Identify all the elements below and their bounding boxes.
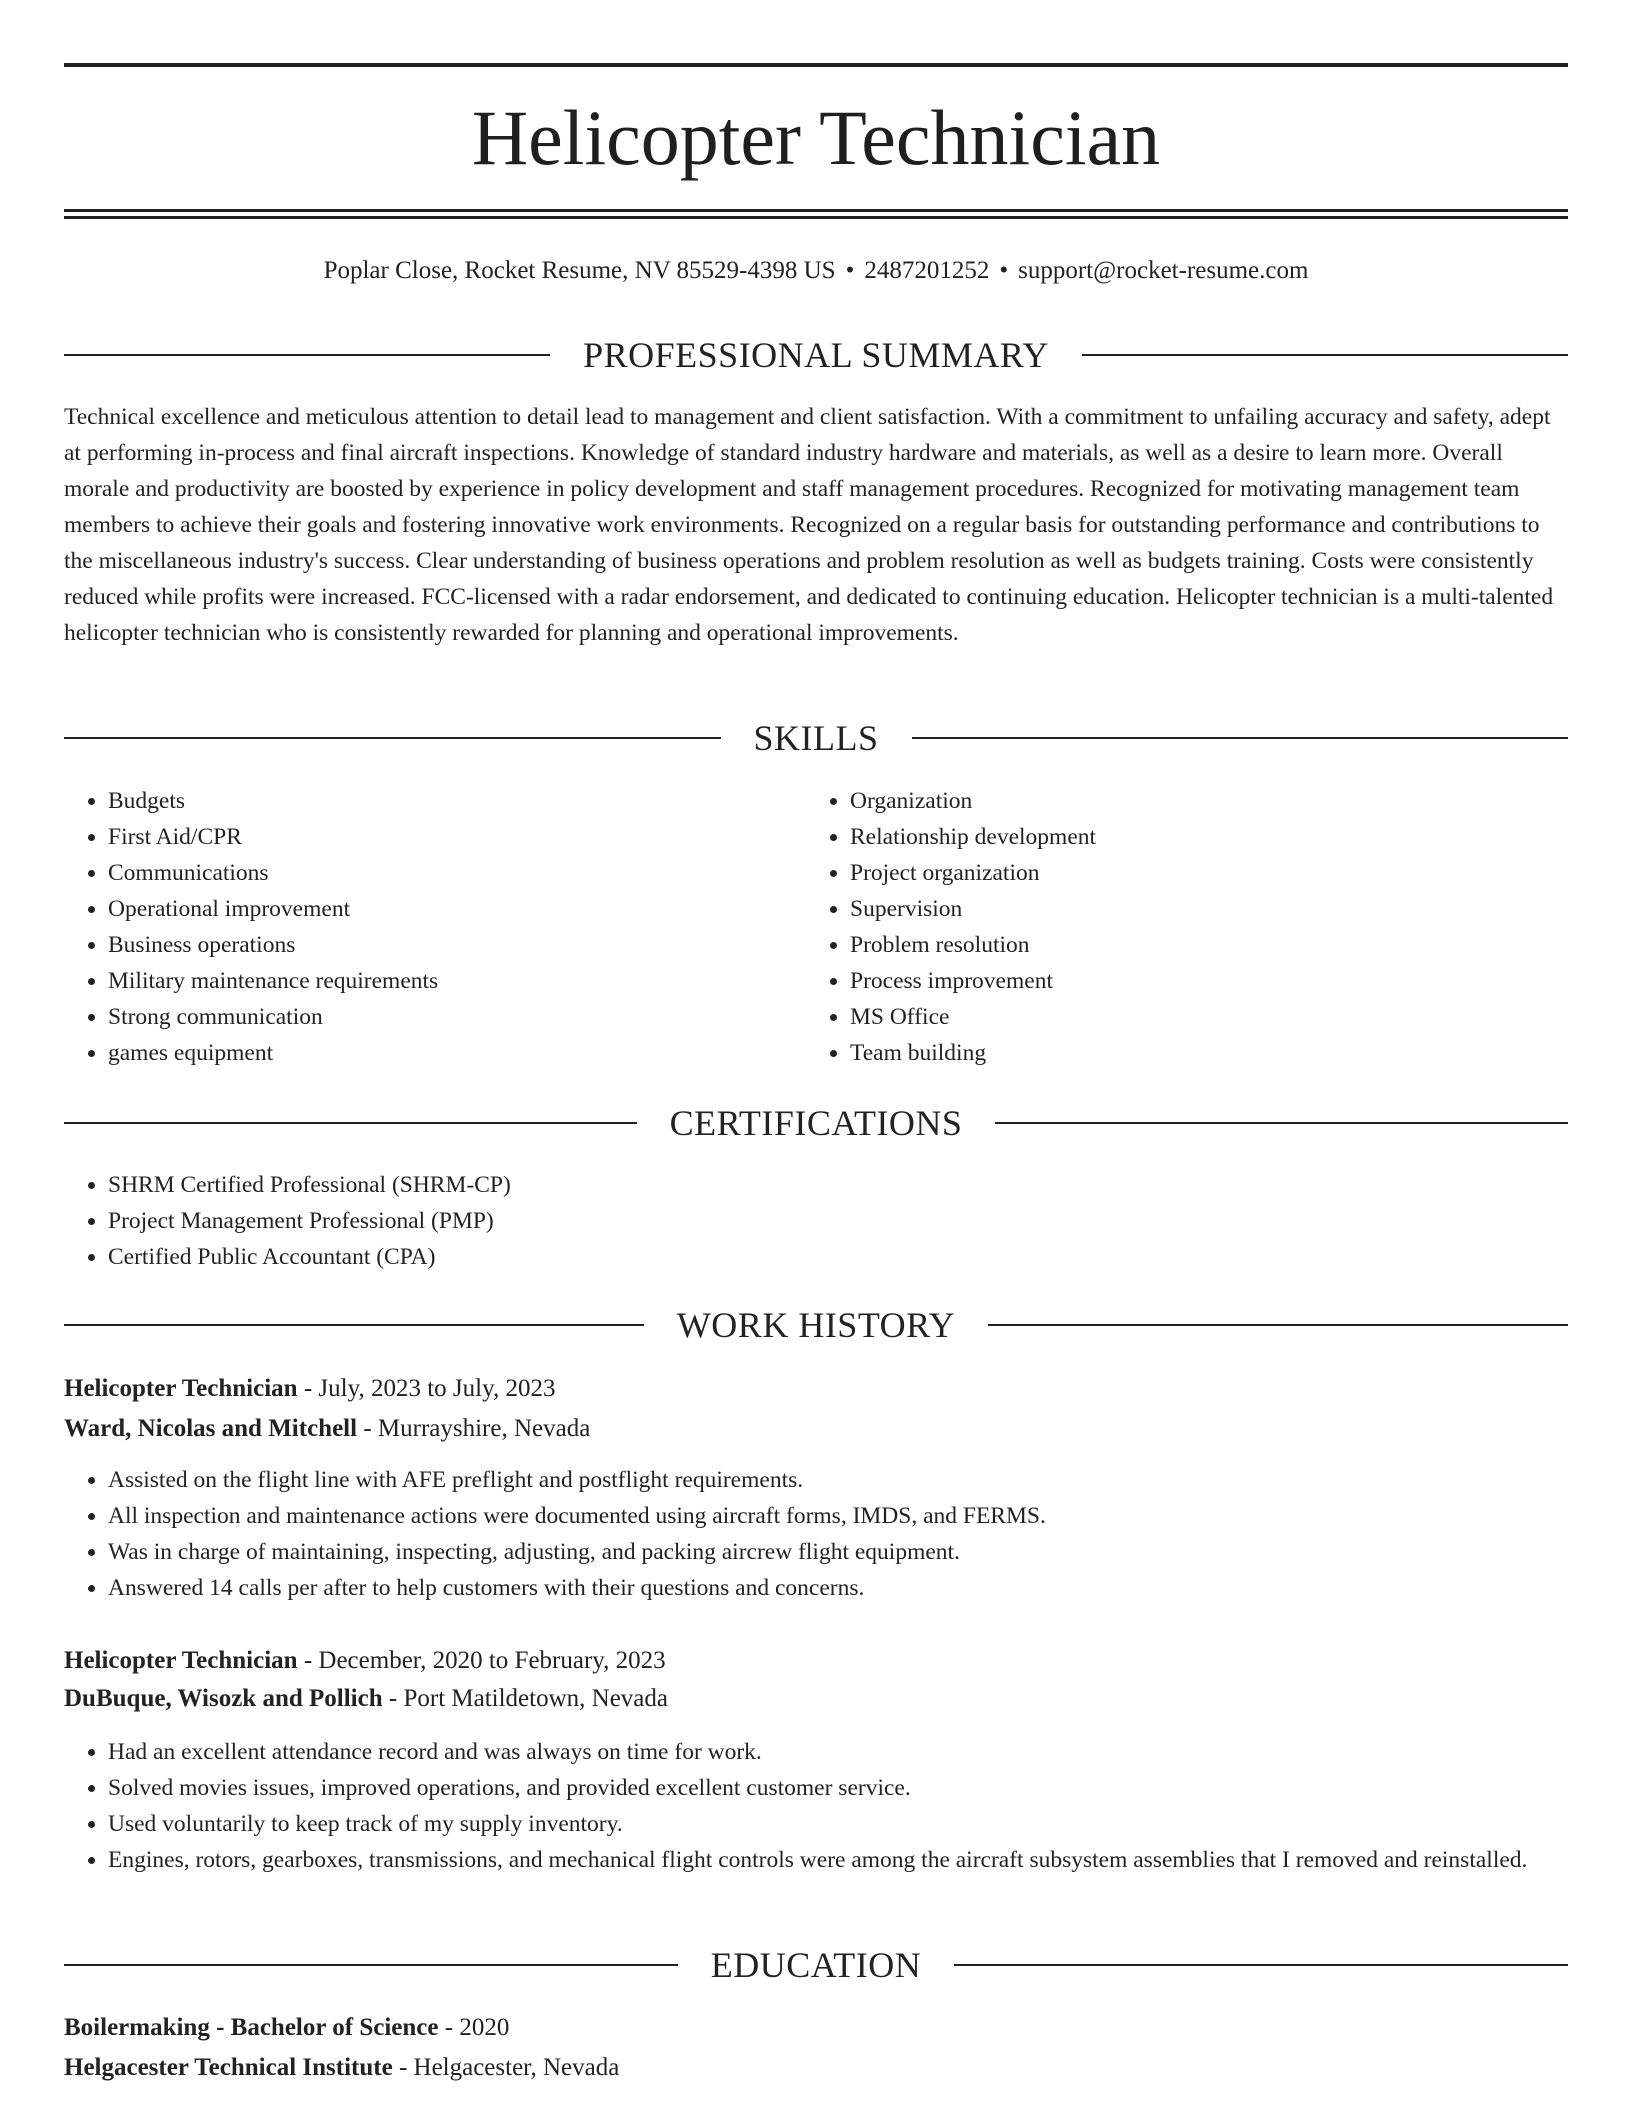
skills-list-left	[64, 783, 808, 1071]
job-company: Ward, Nicolas and Mitchell	[64, 1415, 358, 1442]
job-bullet: • Had an excellent attendance record and was always on time for work.	[108, 1734, 1568, 1770]
job-bullet: • Was in charge of maintaining, inspecting, adjusting, and packing aircrew flight equipment.	[108, 1534, 1568, 1570]
skill-item: • Team building	[850, 1035, 1550, 1071]
divider-line	[1082, 354, 1568, 356]
education-location: - Helgacester, Nevada	[392, 2054, 620, 2081]
header-bottom-rule	[64, 209, 1568, 212]
certification-item: • Project Management Professional (PMP)	[108, 1203, 1568, 1239]
skill-item: • MS Office	[850, 999, 1550, 1035]
skill-item: • Process improvement	[850, 963, 1550, 999]
job-1-bullets	[64, 1462, 1568, 1606]
skills-list-right	[806, 783, 1550, 1071]
contact-line	[64, 253, 1568, 289]
divider-line	[988, 1324, 1568, 1326]
job-bullet: • Used voluntarily to keep track of my supply inventory.	[108, 1806, 1568, 1842]
candidate-name: Helicopter Technician	[471, 94, 1161, 181]
header-bottom-rule-second	[64, 216, 1568, 219]
work-history-heading	[64, 1303, 1568, 1347]
education-school: Helgacester Technical Institute	[64, 2054, 393, 2081]
certifications-list	[64, 1167, 1568, 1275]
divider-line	[64, 1324, 644, 1326]
work-history-title: WORK HISTORY	[676, 1305, 956, 1345]
job-role: Helicopter Technician	[64, 1375, 298, 1402]
skill-item: • First Aid/CPR	[108, 819, 808, 855]
skill-item: • Operational improvement	[108, 891, 808, 927]
skills-heading	[64, 716, 1568, 760]
contact-phone[interactable]: 2487201252	[864, 257, 990, 284]
skill-item: • Communications	[108, 855, 808, 891]
divider-line	[64, 354, 550, 356]
job-role: Helicopter Technician	[64, 1647, 298, 1674]
divider-line	[64, 1122, 637, 1124]
divider-line	[64, 1964, 678, 1966]
divider-line	[64, 737, 721, 739]
job-bullet: • Answered 14 calls per after to help customers with their questions and concerns.	[108, 1570, 1568, 1606]
job-1-company-line	[64, 1410, 1568, 1448]
contact-email[interactable]: support@rocket-resume.com	[1018, 257, 1309, 284]
summary-title: PROFESSIONAL SUMMARY	[583, 335, 1049, 375]
skill-item: • Strong communication	[108, 999, 808, 1035]
job-2-bullets	[64, 1734, 1568, 1878]
education-year: - 2020	[438, 2014, 510, 2041]
job-location: - Port Matildetown, Nevada	[382, 1685, 668, 1712]
education-heading	[64, 1943, 1568, 1987]
job-location: - Murrayshire, Nevada	[357, 1415, 591, 1442]
job-2-title-line	[64, 1642, 1568, 1680]
skill-item: • Military maintenance requirements	[108, 963, 808, 999]
divider-line	[912, 737, 1569, 739]
divider-line	[954, 1964, 1568, 1966]
summary-heading	[64, 333, 1568, 377]
skill-item: • games equipment	[108, 1035, 808, 1071]
job-1-title-line	[64, 1370, 1568, 1408]
job-company: DuBuque, Wisozk and Pollich	[64, 1685, 383, 1712]
education-title: EDUCATION	[710, 1945, 922, 1985]
skill-item: • Business operations	[108, 927, 808, 963]
education-degree: Boilermaking - Bachelor of Science	[64, 2014, 439, 2041]
skill-item: • Project organization	[850, 855, 1550, 891]
certifications-heading	[64, 1101, 1568, 1145]
contact-address: Poplar Close, Rocket Resume, NV 85529-4398 US	[323, 257, 836, 284]
job-dates: - July, 2023 to July, 2023	[297, 1375, 556, 1402]
contact-separator: •	[845, 257, 855, 284]
job-bullet: • All inspection and maintenance actions were documented using aircraft forms, IMDS, and FERMS.	[108, 1498, 1568, 1534]
skill-item: • Organization	[850, 783, 1550, 819]
job-dates: - December, 2020 to February, 2023	[297, 1647, 666, 1674]
certifications-title: CERTIFICATIONS	[669, 1103, 963, 1143]
skill-item: • Problem resolution	[850, 927, 1550, 963]
skills-title: SKILLS	[753, 718, 879, 758]
job-bullet: • Engines, rotors, gearboxes, transmissions, and mechanical flight controls were among the aircraft subsystem assemblies that I removed and reinstalled.	[108, 1842, 1568, 1878]
summary-text: Technical excellence and meticulous attention to detail lead to management and client satisfaction. With a commitment to unfailing accuracy and safety, adept at performing in-process and final aircraft inspections. Knowledge of standard industry hardware and materials, as well as a desire to learn more. Overall morale and productivity are boosted by experience in policy development and staff management procedures. Recognized for motivating management team members to achieve their goals and fostering innovative work environments. Recognized on a regular basis for outstanding performance and contributions to the miscellaneous industry's success. Clear understanding of business operations and problem resolution as well as budgets training. Costs were consistently reduced while profits were increased. FCC-licensed with a radar endorsement, and dedicated to continuing education. Helicopter technician is a multi-talented helicopter technician who is consistently rewarded for planning and operational improvements.	[64, 404, 1554, 646]
contact-separator: •	[999, 257, 1009, 284]
education-degree-line	[64, 2009, 1568, 2047]
job-2-company-line	[64, 1680, 1568, 1718]
header-top-rule	[64, 63, 1568, 67]
job-bullet: • Solved movies issues, improved operations, and provided excellent customer service.	[108, 1770, 1568, 1806]
skill-item: • Relationship development	[850, 819, 1550, 855]
education-school-line	[64, 2049, 1568, 2087]
job-bullet: • Assisted on the flight line with AFE preflight and postflight requirements.	[108, 1462, 1568, 1498]
skill-item: • Supervision	[850, 891, 1550, 927]
certification-item: • Certified Public Accountant (CPA)	[108, 1239, 1568, 1275]
divider-line	[995, 1122, 1568, 1124]
skill-item: • Budgets	[108, 783, 808, 819]
certification-item: • SHRM Certified Professional (SHRM-CP)	[108, 1167, 1568, 1203]
